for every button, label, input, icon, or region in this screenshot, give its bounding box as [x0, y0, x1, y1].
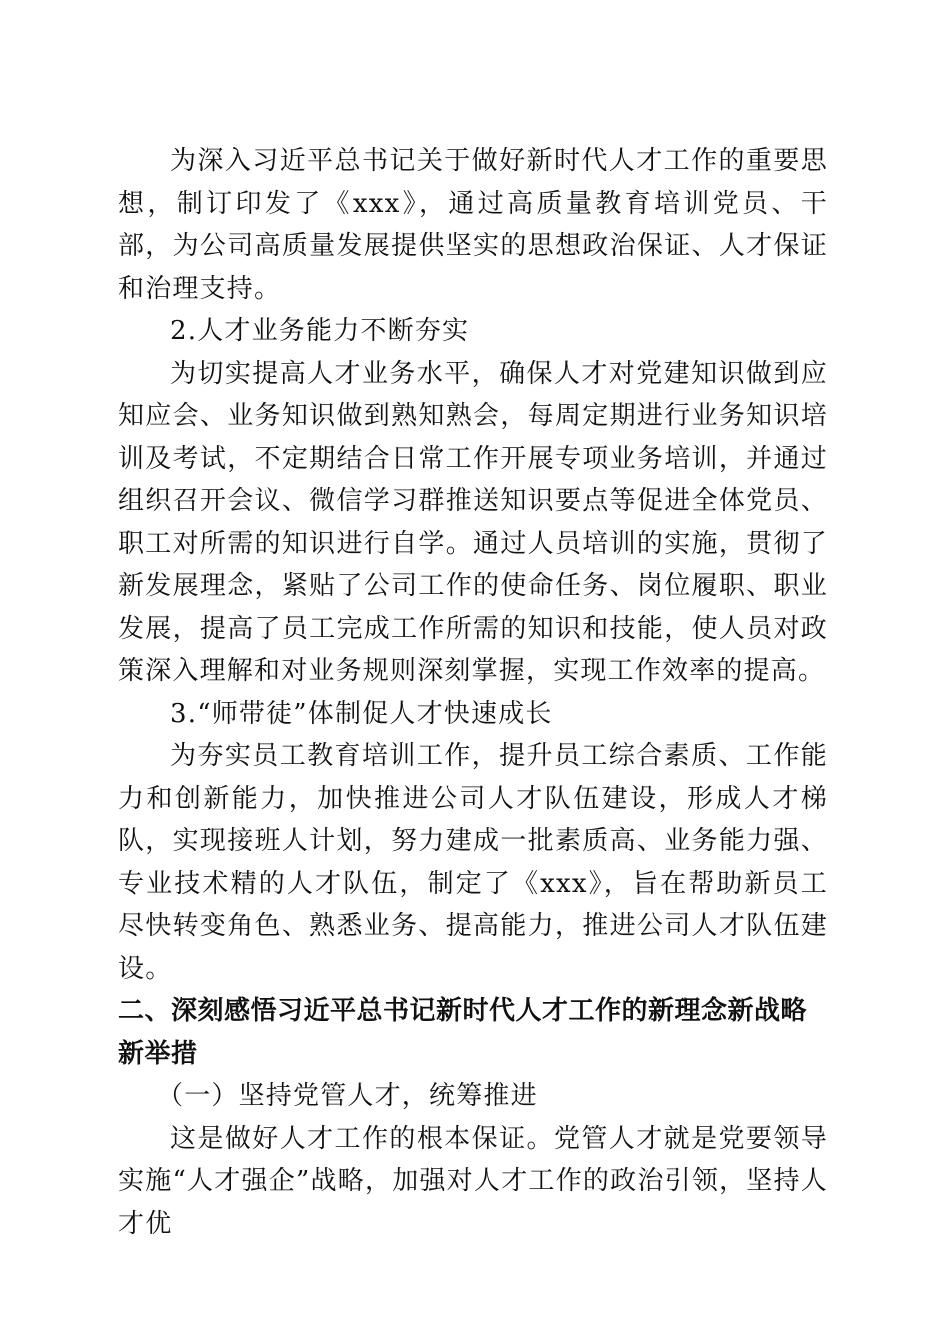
subsection-heading-one: （一）坚持党管人才，统筹推进 — [157, 1081, 538, 1111]
paragraph-business-training: 为切实提高人才业务水平，确保人才对党建知识做到应知应会、业务知识做到熟知熟会，每周定期进行业务知识培训及考试，不定期结合日常工作开展专项业务培训，并通过组织召开会议、微信学习群推送知识要点等促进全体党员、职工对所需的知识进行自学。通过人员培训的实施，贯彻了新发展理念，紧贴了公司工作的使命任务、岗位履职、职业发展，提高了员工完成工作所需的知识和技能，使人员对政策深入理解和对业务规则深刻掌握，实现工作效率的提高。 — [118, 358, 828, 686]
paragraph-ideology-training: 为深入习近平总书记关于做好新时代人才工作的重要思想，制订印发了《xxx》，通过高质量教育培训党员、干部，为公司高质量发展提供坚实的思想政治保证、人才保证和治理支持。 — [118, 146, 828, 304]
subheading-business-ability: 2.人才业务能力不断夯实 — [170, 316, 470, 346]
paragraph-mentorship: 为夯实员工教育培训工作，提升员工综合素质、工作能力和创新能力，加快推进公司人才队伍建设，形成人才梯队，实现接班人计划，努力建成一批素质高、业务能力强、专业技术精的人才队伍，制定了《xxx》，旨在帮助新员工尽快转变角色、熟悉业务、提高能力，推进公司人才队伍建设。 — [118, 741, 828, 984]
section-heading-two: 二、深刻感悟习近平总书记新时代人才工作的新理念新战略新举措 — [118, 996, 808, 1069]
subheading-mentorship: 3.“师带徒”体制促人才快速成长 — [170, 698, 553, 729]
paragraph-party-leadership: 这是做好人才工作的根本保证。党管人才就是党要领导实施“人才强企”战略，加强对人才工作的政治引领，坚持人才优 — [118, 1123, 828, 1239]
document-body — [118, 140, 828, 1245]
